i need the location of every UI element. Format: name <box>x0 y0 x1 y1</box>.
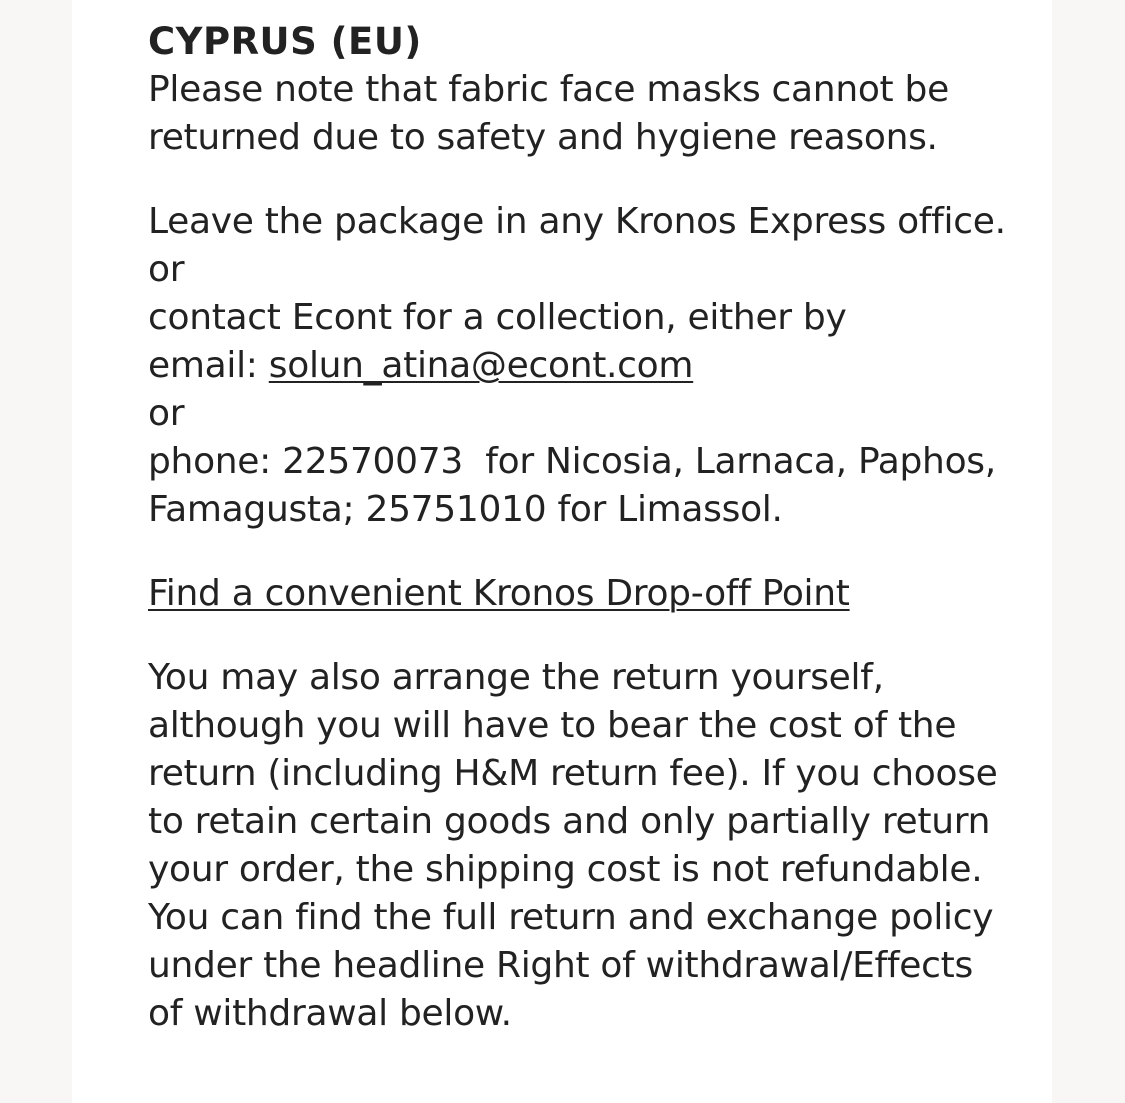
email-line <box>148 342 1008 390</box>
spacer <box>148 618 1008 654</box>
self-return-text: You may also arrange the return yourself, although you will have to bear the cost of the return (including H&M return fee). If you choose to retain certain goods and only partially return your order, the shipping cost is not refundable. You can find the full return and exchange policy under the headline Right of withdrawal/Effects of withdrawal below. <box>148 657 998 1034</box>
spacer <box>148 534 1008 570</box>
returns-section <box>148 18 1008 1038</box>
or-text-1: or <box>148 249 185 290</box>
section-title: CYPRUS (EU) <box>148 20 422 63</box>
fabric-mask-notice: Please note that fabric face masks cannot be returned due to safety and hygiene reasons. <box>148 69 949 158</box>
email-prefix: email: <box>148 345 269 386</box>
content-panel <box>72 0 1052 1103</box>
find-dropoff-point-link[interactable]: Find a convenient Kronos Drop-off Point <box>148 573 850 614</box>
dropoff-line <box>148 570 1008 618</box>
econt-email-link[interactable]: solun_atina@econt.com <box>268 345 694 386</box>
phone-text: phone: 22570073 for Nicosia, Larnaca, Paphos, Famagusta; 25751010 for Limassol. <box>148 441 1008 530</box>
or-text-2: or <box>148 393 185 434</box>
leave-package-text: Leave the package in any Kronos Express office. <box>148 201 1006 242</box>
spacer <box>148 162 1008 198</box>
contact-econt-text: contact Econt for a collection, either by <box>148 297 847 338</box>
